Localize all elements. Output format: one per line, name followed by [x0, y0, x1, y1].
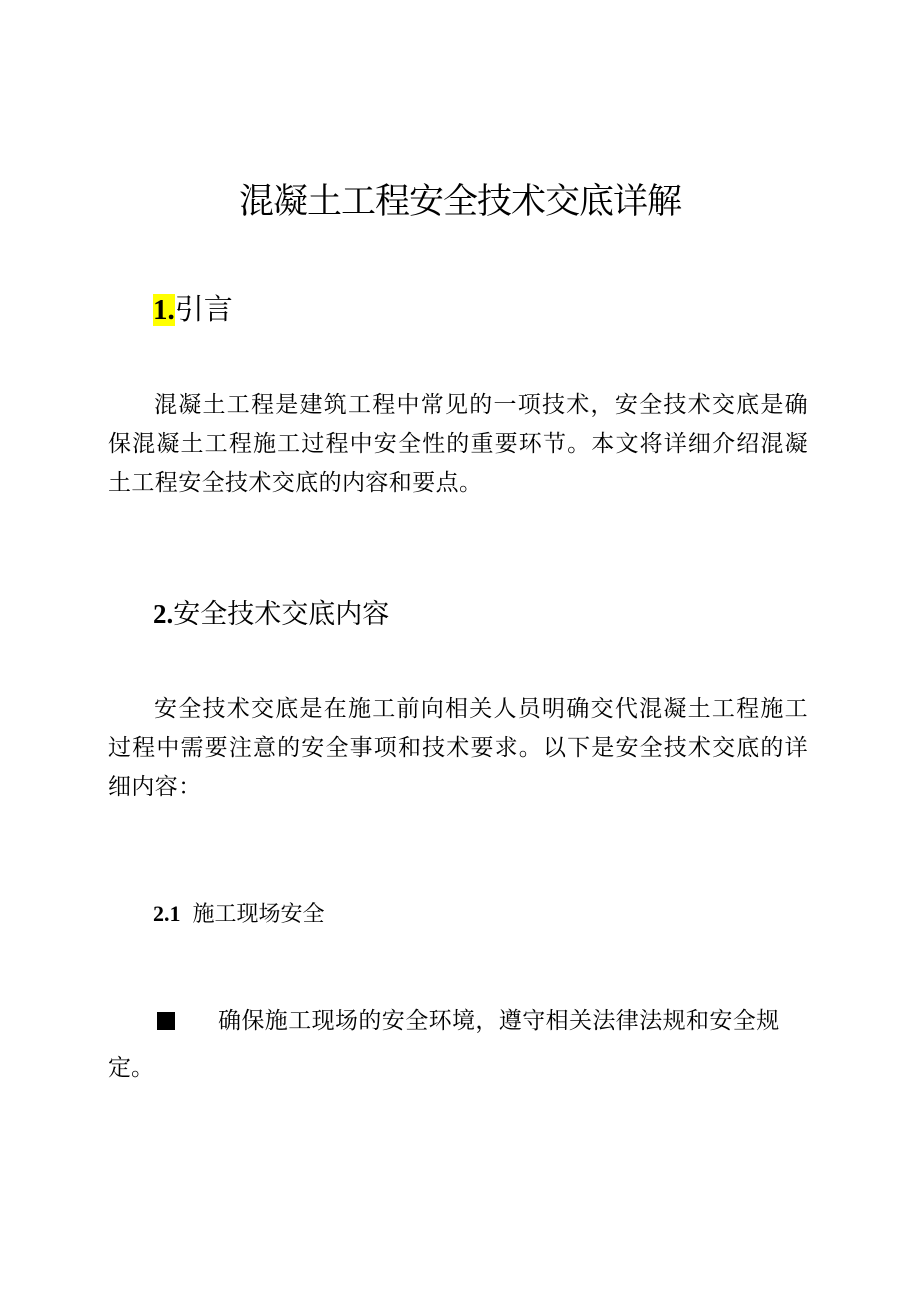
- section-2-1-title: 施工现场安全: [192, 902, 325, 927]
- document-title: 混凝土工程安全技术交底详解: [238, 182, 681, 222]
- section-1-paragraph: 混凝土工程是建筑工程中常见的一项技术，安全技术交底是确保混凝土工程施工过程中安全性的重要环节。本文将详细介绍混凝土工程安全技术交底的内容和要点。: [108, 392, 808, 496]
- section-2-number: 2.: [153, 599, 174, 629]
- section-1-number: 1.: [153, 294, 175, 326]
- section-2-1-number: 2.1: [153, 901, 181, 926]
- section-1-heading: [153, 288, 233, 331]
- section-1-title: 引言: [174, 292, 233, 326]
- square-bullet-icon: [157, 1012, 175, 1030]
- bullet-item-text: 确保施工现场的安全环境，遵守相关法律法规和安全规: [218, 1008, 780, 1034]
- section-2-heading: [153, 594, 389, 635]
- section-2-title: 安全技术交底内容: [173, 599, 390, 630]
- bullet-item-continuation: 定。: [108, 1055, 154, 1081]
- bullet-item: [0, 1002, 920, 1041]
- section-2-1-heading: [153, 897, 325, 932]
- section-2-paragraph: 安全技术交底是在施工前向相关人员明确交代混凝土工程施工过程中需要注意的安全事项和技术要求。以下是安全技术交底的详细内容：: [108, 696, 808, 800]
